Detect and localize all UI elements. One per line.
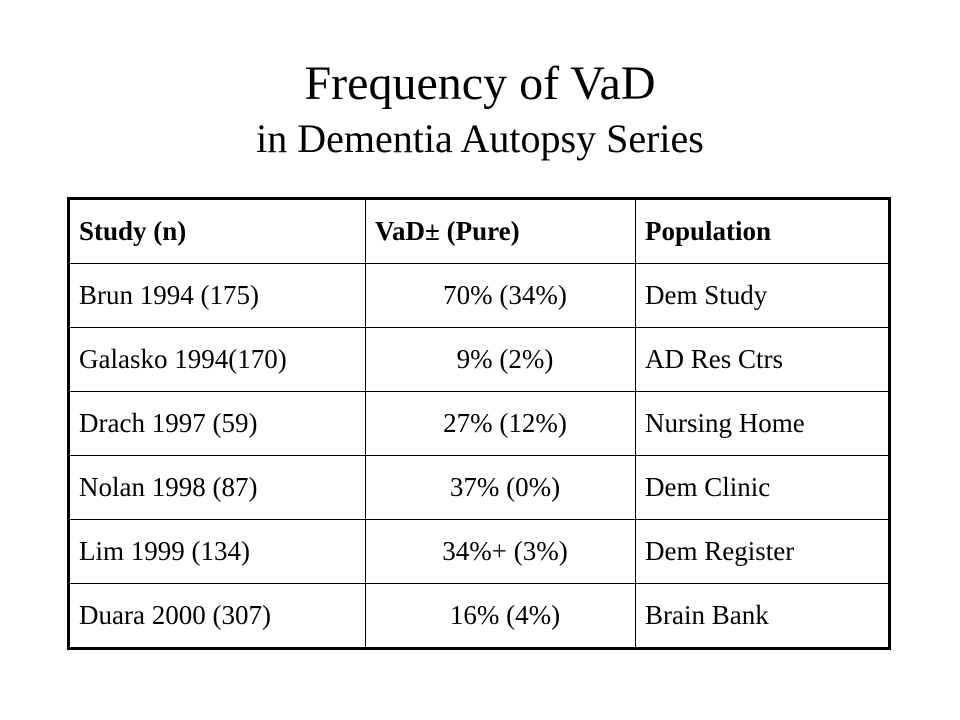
table-row (69, 328, 890, 392)
table-row (69, 392, 890, 456)
cell-population: Dem Register (636, 520, 890, 584)
cell-vad: 27% (12%) (366, 392, 636, 456)
table-header-row (69, 199, 890, 264)
header-vad: VaD± (Pure) (366, 199, 636, 264)
cell-vad: 34%+ (3%) (366, 520, 636, 584)
autopsy-series-table (67, 197, 891, 650)
slide-subtitle: in Dementia Autopsy Series (256, 116, 704, 161)
cell-vad: 37% (0%) (366, 456, 636, 520)
cell-vad: 16% (4%) (366, 584, 636, 649)
cell-population: Brain Bank (636, 584, 890, 649)
cell-population: AD Res Ctrs (636, 328, 890, 392)
cell-study: Drach 1997 (59) (69, 392, 366, 456)
header-study: Study (n) (69, 199, 366, 264)
cell-vad: 70% (34%) (366, 264, 636, 328)
cell-population: Dem Clinic (636, 456, 890, 520)
cell-study: Duara 2000 (307) (69, 584, 366, 649)
header-population: Population (636, 199, 890, 264)
slide-title: Frequency of VaD (304, 57, 656, 110)
table-row (69, 456, 890, 520)
table-row (69, 264, 890, 328)
table-row (69, 520, 890, 584)
cell-vad: 9% (2%) (366, 328, 636, 392)
cell-study: Nolan 1998 (87) (69, 456, 366, 520)
cell-population: Dem Study (636, 264, 890, 328)
table-row (69, 584, 890, 649)
cell-study: Galasko 1994(170) (69, 328, 366, 392)
cell-study: Lim 1999 (134) (69, 520, 366, 584)
cell-study: Brun 1994 (175) (69, 264, 366, 328)
slide-title-block (0, 55, 960, 165)
cell-population: Nursing Home (636, 392, 890, 456)
